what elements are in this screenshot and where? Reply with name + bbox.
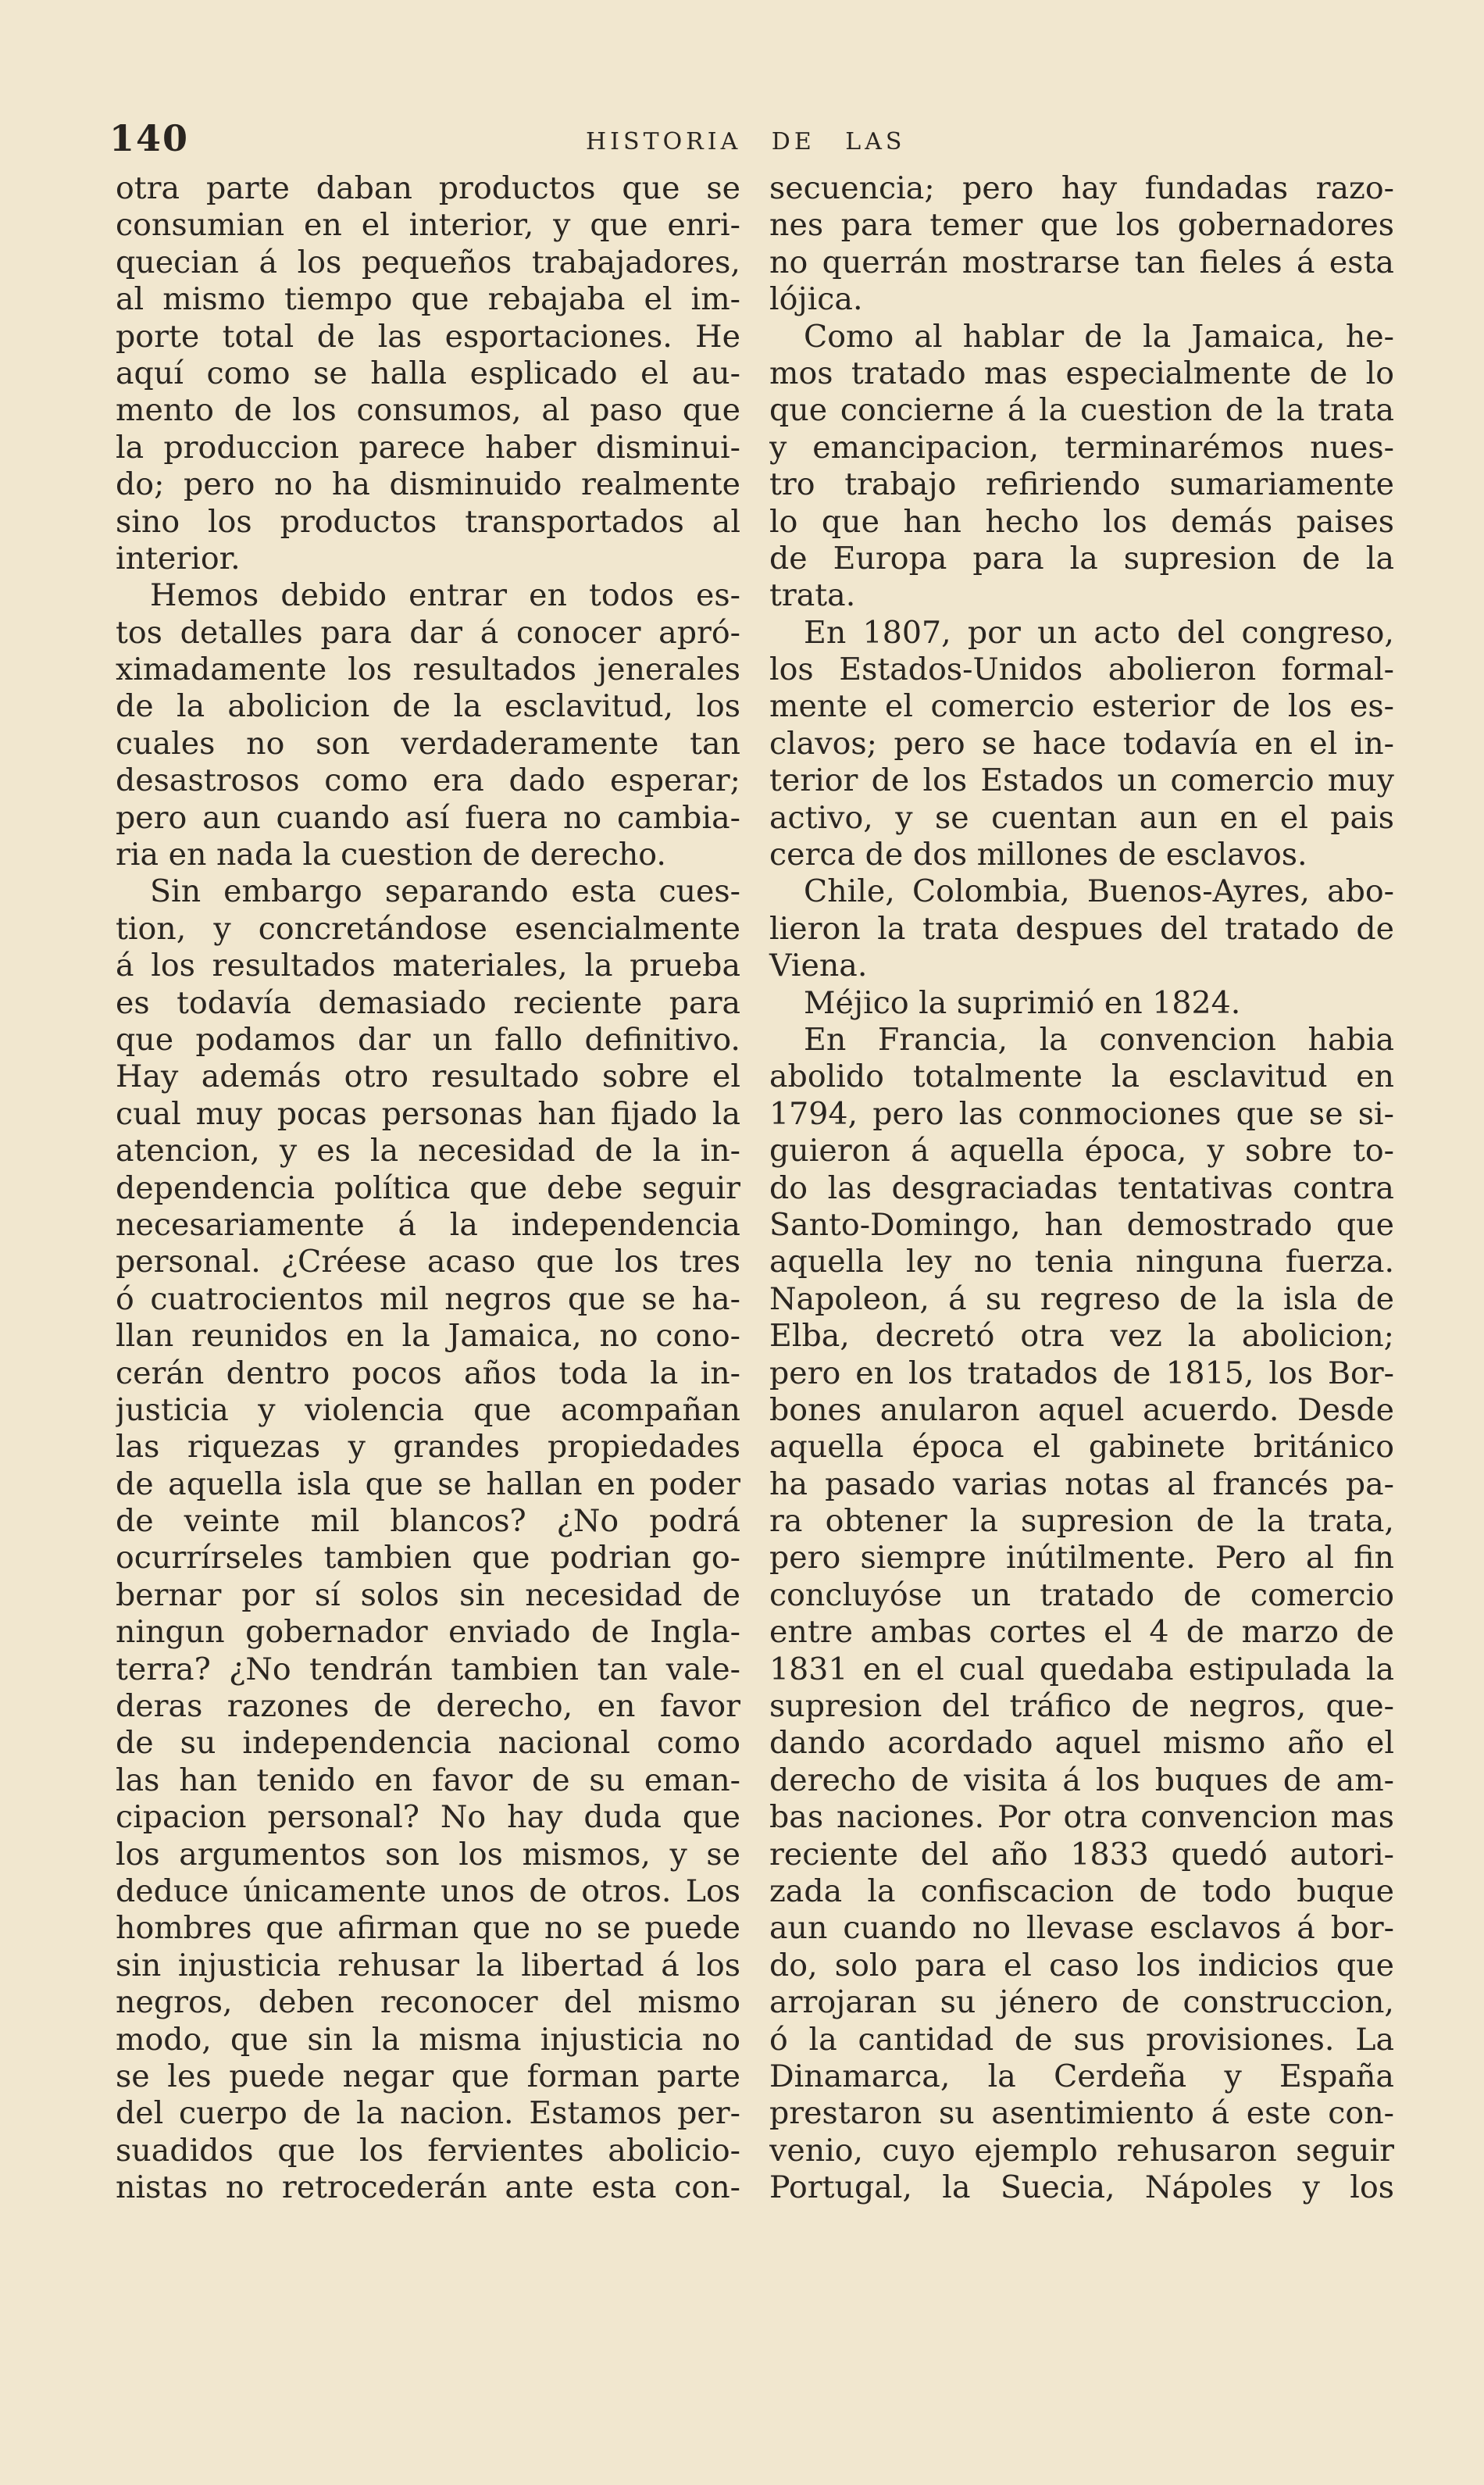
text-line: do, solo para el caso los indicios que xyxy=(769,1947,1394,1983)
text-line: terra? ¿No tendrán tambien tan vale- xyxy=(116,1651,740,1687)
text-line: pero en los tratados de 1815, los Bor- xyxy=(769,1355,1394,1391)
text-line: suadidos que los fervientes abolicio- xyxy=(116,2132,740,2169)
text-line: los Estados-Unidos abolieron formal- xyxy=(769,652,1394,688)
text-line: 1831 en el cual quedaba estipulada la xyxy=(769,1651,1394,1687)
text-line: y emancipacion, terminarémos nues- xyxy=(769,429,1394,466)
text-line: nistas no retrocederán ante esta con- xyxy=(116,2169,740,2206)
text-line: Hemos debido entrar en todos es- xyxy=(150,577,740,614)
text-line: nes para temer que los gobernadores xyxy=(769,207,1394,244)
text-line: En Francia, la convencion habia xyxy=(804,1021,1394,1058)
text-line: do las desgraciadas tentativas contra xyxy=(769,1169,1394,1206)
text-line: de aquella isla que se hallan en poder xyxy=(116,1466,740,1502)
text-line: En 1807, por un acto del congreso, xyxy=(804,614,1394,651)
text-line: tion, y concretándose esencialmente xyxy=(116,910,740,947)
text-line: Méjico la suprimió en 1824. xyxy=(804,984,1241,1021)
text-line: bernar por sí solos sin necesidad de xyxy=(116,1576,740,1613)
text-line: al mismo tiempo que rebajaba el im- xyxy=(116,281,740,318)
text-line: llan reunidos en la Jamaica, no cono- xyxy=(116,1318,740,1355)
text-line: sino los productos transportados al xyxy=(116,503,740,540)
text-line: Dinamarca, la Cerdeña y España xyxy=(769,2058,1394,2094)
text-line: mento de los consumos, al paso que xyxy=(116,392,740,429)
text-line: Portugal, la Suecia, Nápoles y los xyxy=(769,2169,1394,2206)
text-line: las han tenido en favor de su eman- xyxy=(116,1762,740,1798)
text-line: de veinte mil blancos? ¿No podrá xyxy=(116,1503,740,1540)
text-line: quecian á los pequeños trabajadores, xyxy=(116,244,740,280)
text-line: sin injusticia rehusar la libertad á los xyxy=(116,1947,740,1983)
text-line: negros, deben reconocer del mismo xyxy=(116,1984,740,2021)
text-line: porte total de las esportaciones. He xyxy=(116,318,740,355)
text-line: Elba, decretó otra vez la abolicion; xyxy=(769,1318,1394,1355)
text-line: deduce únicamente unos de otros. Los xyxy=(116,1873,740,1909)
text-line: venio, cuyo ejemplo rehusaron seguir xyxy=(769,2132,1394,2169)
text-line: ria en nada la cuestion de derecho. xyxy=(116,837,666,873)
text-line: abolido totalmente la esclavitud en xyxy=(769,1059,1394,1095)
text-line: Como al hablar de la Jamaica, he- xyxy=(804,318,1394,355)
right-column xyxy=(769,170,1394,2206)
text-line: mos tratado mas especialmente de lo xyxy=(769,355,1394,391)
text-line: del cuerpo de la nacion. Estamos per- xyxy=(116,2095,740,2132)
text-line: ra obtener la supresion de la trata, xyxy=(769,1503,1394,1540)
text-line: aquí como se halla esplicado el au- xyxy=(116,355,740,391)
text-line: cipacion personal? No hay duda que xyxy=(116,1799,740,1836)
text-line: bas naciones. Por otra convencion mas xyxy=(769,1799,1394,1836)
text-line: Napoleon, á su regreso de la isla de xyxy=(769,1280,1394,1317)
text-line: clavos; pero se hace todavía en el in- xyxy=(769,725,1394,762)
text-line: ximadamente los resultados jenerales xyxy=(116,652,740,688)
text-line: los argumentos son los mismos, y se xyxy=(116,1836,740,1873)
text-line: entre ambas cortes el 4 de marzo de xyxy=(769,1614,1394,1651)
text-line: cerca de dos millones de esclavos. xyxy=(769,837,1307,873)
text-line: supresion del tráfico de negros, que- xyxy=(769,1688,1394,1725)
text-line: que podamos dar un fallo definitivo. xyxy=(116,1021,740,1058)
text-line: lo que han hecho los demás paises xyxy=(769,503,1394,540)
text-line: es todavía demasiado reciente para xyxy=(116,984,740,1021)
running-head: HISTORIA DE LAS xyxy=(586,128,906,155)
text-line: tro trabajo refiriendo sumariamente xyxy=(769,466,1394,503)
text-line: de Europa para la supresion de la xyxy=(769,540,1394,577)
text-line: ó cuatrocientos mil negros que se ha- xyxy=(116,1280,740,1317)
text-line: á los resultados materiales, la prueba xyxy=(116,948,740,984)
text-line: aun cuando no llevase esclavos á bor- xyxy=(769,1910,1394,1947)
text-line: interior. xyxy=(116,540,241,577)
text-line: ocurrírseles tambien que podrian go- xyxy=(116,1540,740,1576)
text-line: guieron á aquella época, y sobre to- xyxy=(769,1133,1394,1169)
text-line: otra parte daban productos que se xyxy=(116,170,740,206)
text-line: no querrán mostrarse tan fieles á esta xyxy=(769,244,1394,280)
text-line: aquella ley no tenia ninguna fuerza. xyxy=(769,1244,1394,1280)
text-line: dando acordado aquel mismo año el xyxy=(769,1725,1394,1762)
text-line: do; pero no ha disminuido realmente xyxy=(116,466,740,503)
text-line: Chile, Colombia, Buenos-Ayres, abo- xyxy=(804,873,1394,910)
text-line: las riquezas y grandes propiedades xyxy=(116,1429,740,1466)
text-line: Viena. xyxy=(769,948,868,984)
page-number: 140 xyxy=(109,117,190,159)
text-line: derecho de visita á los buques de am- xyxy=(769,1762,1394,1798)
text-line: concluyóse un tratado de comercio xyxy=(769,1576,1394,1613)
text-line: lójica. xyxy=(769,281,863,318)
text-line: pero siempre inútilmente. Pero al fin xyxy=(769,1540,1394,1576)
text-line: Sin embargo separando esta cues- xyxy=(150,873,740,910)
text-line: modo, que sin la misma injusticia no xyxy=(116,2021,740,2058)
text-line: trata. xyxy=(769,577,856,614)
text-line: mente el comercio esterior de los es- xyxy=(769,688,1394,725)
text-line: la produccion parece haber disminui- xyxy=(116,429,740,466)
text-line: lieron la trata despues del tratado de xyxy=(769,910,1394,947)
text-line: reciente del año 1833 quedó autori- xyxy=(769,1836,1394,1873)
text-line: que concierne á la cuestion de la trata xyxy=(769,392,1394,429)
text-line: se les puede negar que forman parte xyxy=(116,2058,740,2094)
text-line: Hay además otro resultado sobre el xyxy=(116,1059,740,1095)
text-line: de la abolicion de la esclavitud, los xyxy=(116,688,740,725)
text-line: cual muy pocas personas han fijado la xyxy=(116,1095,740,1132)
text-line: dependencia política que debe seguir xyxy=(116,1169,740,1206)
text-line: activo, y se cuentan aun en el pais xyxy=(769,799,1394,836)
text-line: de su independencia nacional como xyxy=(116,1725,740,1762)
text-line: terior de los Estados un comercio muy xyxy=(769,762,1394,799)
text-line: arrojaran su jénero de construccion, xyxy=(769,1984,1394,2021)
text-line: zada la confiscacion de todo buque xyxy=(769,1873,1394,1909)
text-line: aquella época el gabinete británico xyxy=(769,1429,1394,1466)
left-column xyxy=(116,170,740,2206)
text-line: hombres que afirman que no se puede xyxy=(116,1910,740,1947)
text-line: deras razones de derecho, en favor xyxy=(116,1688,740,1725)
text-line: necesariamente á la independencia xyxy=(116,1206,740,1243)
text-line: cerán dentro pocos años toda la in- xyxy=(116,1355,740,1391)
text-line: atencion, y es la necesidad de la in- xyxy=(116,1133,740,1169)
text-line: pero aun cuando así fuera no cambia- xyxy=(116,799,740,836)
text-line: prestaron su asentimiento á este con- xyxy=(769,2095,1394,2132)
text-line: Santo-Domingo, han demostrado que xyxy=(769,1206,1394,1243)
text-line: personal. ¿Créese acaso que los tres xyxy=(116,1244,740,1280)
text-line: tos detalles para dar á conocer apró- xyxy=(116,614,740,651)
text-line: ningun gobernador enviado de Ingla- xyxy=(116,1614,740,1651)
text-line: cuales no son verdaderamente tan xyxy=(116,725,740,762)
text-line: justicia y violencia que acompañan xyxy=(116,1391,740,1428)
page-header xyxy=(109,117,1390,164)
text-line: ha pasado varias notas al francés pa- xyxy=(769,1466,1394,1502)
text-line: secuencia; pero hay fundadas razo- xyxy=(769,170,1394,206)
text-line: desastrosos como era dado esperar; xyxy=(116,762,740,799)
text-line: 1794, pero las conmociones que se si- xyxy=(769,1095,1394,1132)
text-line: consumian en el interior, y que enri- xyxy=(116,207,740,244)
text-line: ó la cantidad de sus provisiones. La xyxy=(769,2021,1394,2058)
text-line: bones anularon aquel acuerdo. Desde xyxy=(769,1391,1394,1428)
